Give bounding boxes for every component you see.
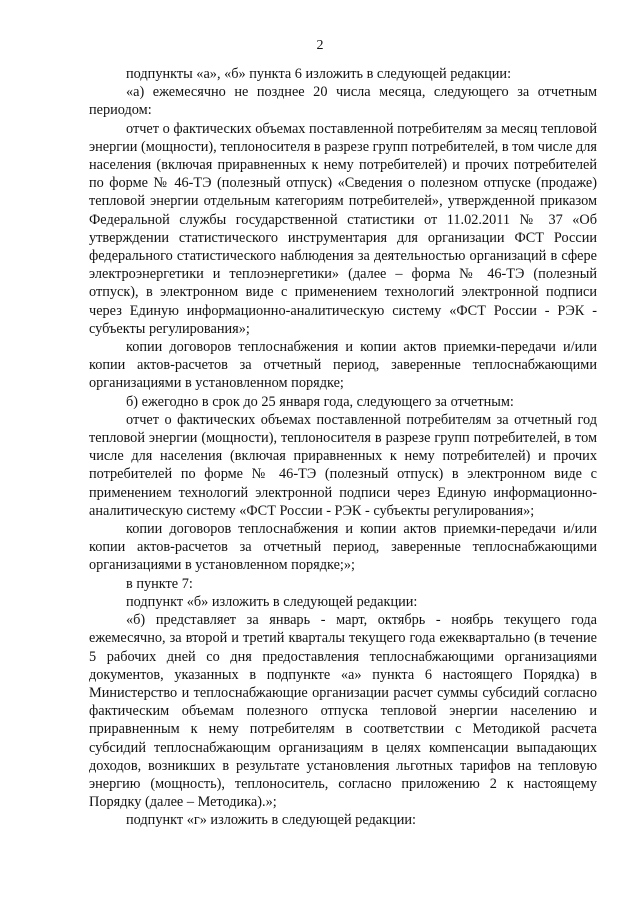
paragraph: подпункт «б» изложить в следующей редакции: [126,593,418,610]
paragraph: копии договоров теплоснабжения и копии актов приемки-передачи и/или копии актов-расчетов за отчетный период, заверенные теплоснабжающими организациями в установленном порядке; [89,339,597,392]
paragraph: в пункте 7: [126,575,193,592]
document-body [89,65,597,830]
paragraph: подпункты «а», «б» пункта 6 изложить в следующей редакции: [126,66,512,82]
paragraph: «б) представляет за январь - март, октябрь - ноябрь текущего года ежемесячно, за второй и третий кварталы текущего года ежеквартально (в течение 5 рабочих дней со дня предоставления теплоснабжающими организациями документов, указанных в подпункте «а» пункта 6 настоящего Порядка) в Министерство и теплоснабжающие организации расчет суммы субсидий согласно фактическим объемам полезного отпуска тепловой энергии населению и приравненным к нему потребителям в соответствии с Методикой расчета субсидий теплоснабжающим организациям в целях компенсации выпадающих доходов, возникших в результате установления льготных тарифов на тепловую энергию (мощность), теплоноситель, согласно приложению 2 к настоящему Порядку (далее – Методика).»; [89,612,597,811]
paragraph: б) ежегодно в срок до 25 января года, следующего за отчетным: [126,393,514,410]
paragraph: отчет о фактических объемах поставленной потребителям за отчетный год тепловой энергии (мощности), теплоносителя в разрезе групп потребителей, в том числе для населения (включая приравненных к нему потребителей) и прочих потребителей по форме № 46-ТЭ (полезный отпуск) в электронном виде с применением технологий электронной подписи через Единую информационно-аналитическую систему «ФСТ России - РЭК - субъекты регулирования»; [89,411,597,519]
paragraph: подпункт «г» изложить в следующей редакции: [126,812,416,829]
page-number: 2 [316,38,324,53]
paragraph: копии договоров теплоснабжения и копии актов приемки-передачи и/или копии актов-расчетов за отчетный период, заверенные теплоснабжающими организациями в установленном порядке;»; [89,521,597,574]
paragraph: отчет о фактических объемах поставленной потребителям за месяц тепловой энергии (мощности), теплоносителя в разрезе групп потребителей, в том числе для населения (включая приравненных к нему потребителей) и прочих потребителей по форме № 46-ТЭ (полезный отпуск) «Сведения о полезном отпуске (продаже) тепловой энергии отдельным категориям потребителей», утвержденной приказом Федеральной службы государственной статистики от 11.02.2011 № 37 «Об утверждении статистического инструментария для организации ФСТ России федерального статистического наблюдения за деятельностью организаций в сфере электроэнергетики и теплоэнергетики» (далее – форма № 46-ТЭ (полезный отпуск), в электронном виде с применением технологий электронной подписи через Единую информационно-аналитическую систему «ФСТ России - РЭК - субъекты регулирования»; [89,120,597,337]
paragraph: «а) ежемесячно не позднее 20 числа месяца, следующего за отчетным периодом: [89,84,597,119]
